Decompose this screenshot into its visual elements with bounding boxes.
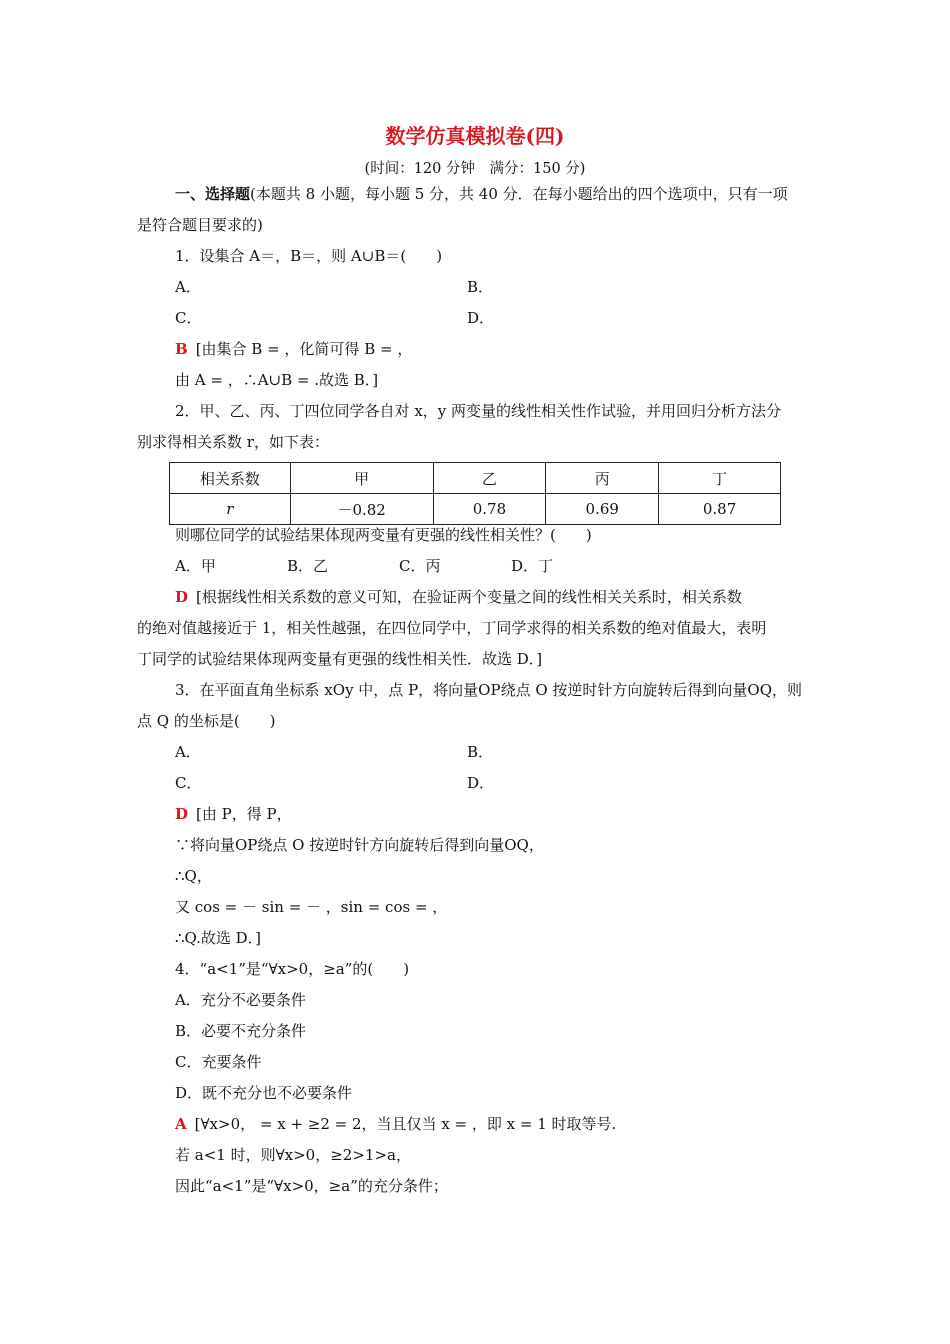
q2-solution-3: 丁同学的试验结果体现两变量有更强的线性相关性．故选 D．] [137,650,543,668]
q4-option-c: C．充要条件 [175,1053,262,1071]
page-title: 数学仿真模拟卷(四) [385,124,565,148]
q2-solution-1 [175,587,742,607]
table-header-cell: 丙 [546,463,659,494]
table-cell: 0.87 [659,494,781,525]
table-row [170,494,781,525]
q4-option-b: B．必要不充分条件 [175,1022,307,1040]
q3-solution-3: ∴Q， [175,867,212,885]
page-subtitle: (时间：120 分钟 满分：150 分) [364,161,586,177]
table-header-row [170,463,781,494]
table-header-cell: 乙 [433,463,546,494]
table-cell: －0.82 [290,494,433,525]
correlation-table [169,462,781,525]
q3-solution-text-1: [由 P，得 P， [196,805,292,823]
q2-option-d: D．丁 [511,557,554,575]
table-header-cell: 丁 [659,463,781,494]
q3-solution-1 [175,804,292,824]
q4-solution-2: 若 a<1 时，则∀x>0，≥2>1>a， [175,1146,411,1164]
q1-option-c: C． [175,309,202,327]
q2-question: 则哪位同学的试验结果体现两变量有更强的线性相关性？( ) [175,526,592,544]
q4-solution-text-1: [∀x>0， = x + ≥2 = 2，当且仅当 x = ，即 x = 1 时取等号. [194,1115,617,1133]
section-desc-1: (本题共 8 小题，每小题 5 分，共 40 分．在每小题给出的四个选项中，只有一项 [250,185,788,203]
q2-stem-2: 别求得相关系数 r，如下表： [137,433,329,451]
table-cell: 0.69 [546,494,659,525]
table-header-cell: 相关系数 [170,463,291,494]
section-head: 一、选择题 [175,185,251,203]
q1-solution-2: 由 A = ，∴A∪B = .故选 B．] [175,371,379,389]
q1-option-d: D． [467,309,495,327]
q3-solution-5: ∴Q.故选 D．] [175,929,262,947]
q4-answer: A [175,1115,187,1133]
q1-solution-text-1: [由集合 B = ，化简可得 B = ， [195,340,413,358]
q3-solution-2: ∵将向量OP绕点 O 按逆时针方向旋转后得到向量OQ， [175,836,544,854]
q2-option-a: A．甲 [175,557,216,575]
q2-solution-text-1: [根据线性相关系数的意义可知，在验证两个变量之间的线性相关关系时，相关系数 [196,588,742,606]
q1-option-a: A． [175,278,201,296]
q3-option-c: C． [175,774,202,792]
q1-solution-1 [175,339,412,359]
section-desc-2: 是符合题目要求的) [137,216,263,234]
q3-stem-1: 3．在平面直角坐标系 xOy 中，点 P，将向量OP绕点 O 按逆时针方向旋转后得到向量OQ，则 [175,681,802,699]
q4-option-d: D．既不充分也不必要条件 [175,1084,353,1102]
q4-stem: 4．“a<1”是“∀x>0，≥a”的( ) [175,960,410,978]
q3-answer: D [175,805,189,823]
q1-stem: 1．设集合 A＝，B＝，则 A∪B＝( ) [175,247,443,265]
q2-option-c: C．丙 [399,557,441,575]
q2-option-b: B．乙 [287,557,329,575]
q3-option-a: A． [175,743,201,761]
q4-option-a: A．充分不必要条件 [175,991,306,1009]
q3-option-b: B． [467,743,494,761]
table-header-cell: 甲 [290,463,433,494]
table-cell: 0.78 [433,494,546,525]
q3-option-d: D． [467,774,495,792]
q2-stem-1: 2．甲、乙、丙、丁四位同学各自对 x，y 两变量的线性相关性作试验，并用回归分析方法分 [175,402,782,420]
q1-option-b: B． [467,278,494,296]
table-cell: r [170,494,291,525]
q4-solution-1 [175,1114,616,1134]
q2-solution-2: 的绝对值越接近于 1，相关性越强，在四位同学中，丁同学求得的相关系数的绝对值最大，表明 [137,619,767,637]
q3-stem-2: 点 Q 的坐标是( ) [137,712,276,730]
section-header [175,184,788,204]
q3-solution-4: 又 cos = － sin = － ，sin = cos = ， [175,898,448,916]
q4-solution-3: 因此“a<1”是“∀x>0，≥a”的充分条件； [175,1177,448,1195]
q1-answer: B [175,340,188,358]
q2-answer: D [175,588,189,606]
